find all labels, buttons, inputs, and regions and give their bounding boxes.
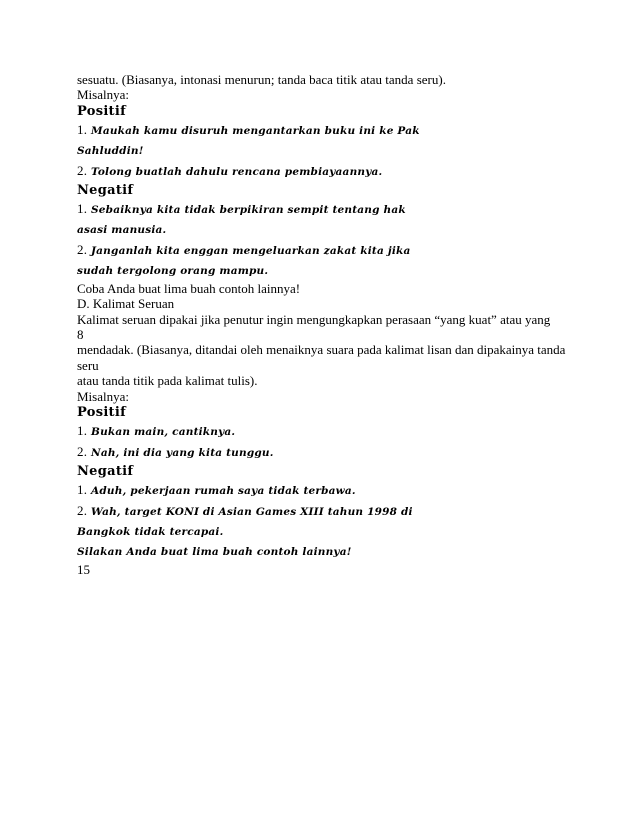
- paragraph-line: mendadak. (Biasanya, ditandai oleh menaiknya suara pada kalimat lisan dan dipakainya tanda: [77, 342, 566, 358]
- item-number: 1.: [77, 121, 88, 137]
- sentence-text: Bangkok tidak tercapai.: [77, 526, 224, 539]
- example-sentence: [77, 480, 567, 501]
- example-label: Misalnya:: [77, 87, 129, 103]
- example-sentence-continuation: [77, 261, 567, 281]
- example-sentence: [77, 199, 567, 220]
- section-title: D. Kalimat Seruan: [77, 296, 175, 312]
- example-sentence: [77, 442, 567, 463]
- example-sentence: [77, 120, 567, 141]
- page-number: 15: [77, 562, 90, 578]
- paragraph-line: atau tanda titik pada kalimat tulis).: [77, 373, 258, 389]
- sentence-text: Silakan Anda buat lima buah contoh lainnya!: [77, 546, 352, 559]
- item-number: 1.: [77, 482, 88, 498]
- sentence-text: Maukah kamu disuruh mengantarkan buku ini ke Pak: [91, 124, 420, 137]
- item-number: 2.: [77, 162, 88, 178]
- item-number: 1.: [77, 423, 88, 439]
- sentence-text: Sahluddin!: [77, 144, 144, 157]
- sentence-text: asasi manusia.: [77, 223, 167, 236]
- item-number: 2.: [77, 241, 88, 257]
- exercise-instruction: Coba Anda buat lima buah contoh lainnya!: [77, 280, 301, 296]
- sentence-text: Nah, ini dia yang kita tunggu.: [91, 447, 274, 460]
- sentence-text: Tolong buatlah dahulu rencana pembiayaannya.: [91, 165, 383, 178]
- example-sentence: [77, 161, 567, 182]
- item-number: 2.: [77, 503, 88, 519]
- page-content: [77, 72, 567, 577]
- example-sentence: [77, 421, 567, 442]
- example-sentence: [77, 240, 567, 261]
- exercise-instruction-script: [77, 542, 567, 562]
- sentence-text: Aduh, pekerjaan rumah saya tidak terbawa.: [91, 485, 356, 498]
- sentence-text: sudah tergolong orang mampu.: [77, 264, 269, 277]
- positive-heading: Positif: [77, 103, 126, 119]
- sentence-text: Janganlah kita enggan mengeluarkan zakat kita jika: [91, 244, 411, 257]
- negative-heading: Negatif: [77, 182, 134, 198]
- example-label: Misalnya:: [77, 388, 129, 404]
- stray-number: 8: [77, 327, 84, 343]
- example-sentence-continuation: [77, 220, 567, 240]
- positive-heading: Positif: [77, 405, 126, 421]
- example-sentence-continuation: [77, 522, 567, 542]
- sentence-text: Sebaiknya kita tidak berpikiran sempit tentang hak: [91, 203, 406, 216]
- sentence-text: Bukan main, cantiknya.: [91, 426, 236, 439]
- example-sentence-continuation: [77, 141, 567, 161]
- item-number: 1.: [77, 200, 88, 216]
- paragraph-line: seru: [77, 357, 99, 373]
- item-number: 2.: [77, 444, 88, 460]
- negative-heading: Negatif: [77, 464, 134, 480]
- example-sentence: [77, 501, 567, 522]
- intro-line: sesuatu. (Biasanya, intonasi menurun; tanda baca titik atau tanda seru).: [77, 72, 446, 87]
- sentence-text: Wah, target KONI di Asian Games XIII tahun 1998 di: [91, 506, 413, 519]
- paragraph-line: Kalimat seruan dipakai jika penutur ingin mengungkapkan perasaan “yang kuat” atau yang: [77, 311, 551, 327]
